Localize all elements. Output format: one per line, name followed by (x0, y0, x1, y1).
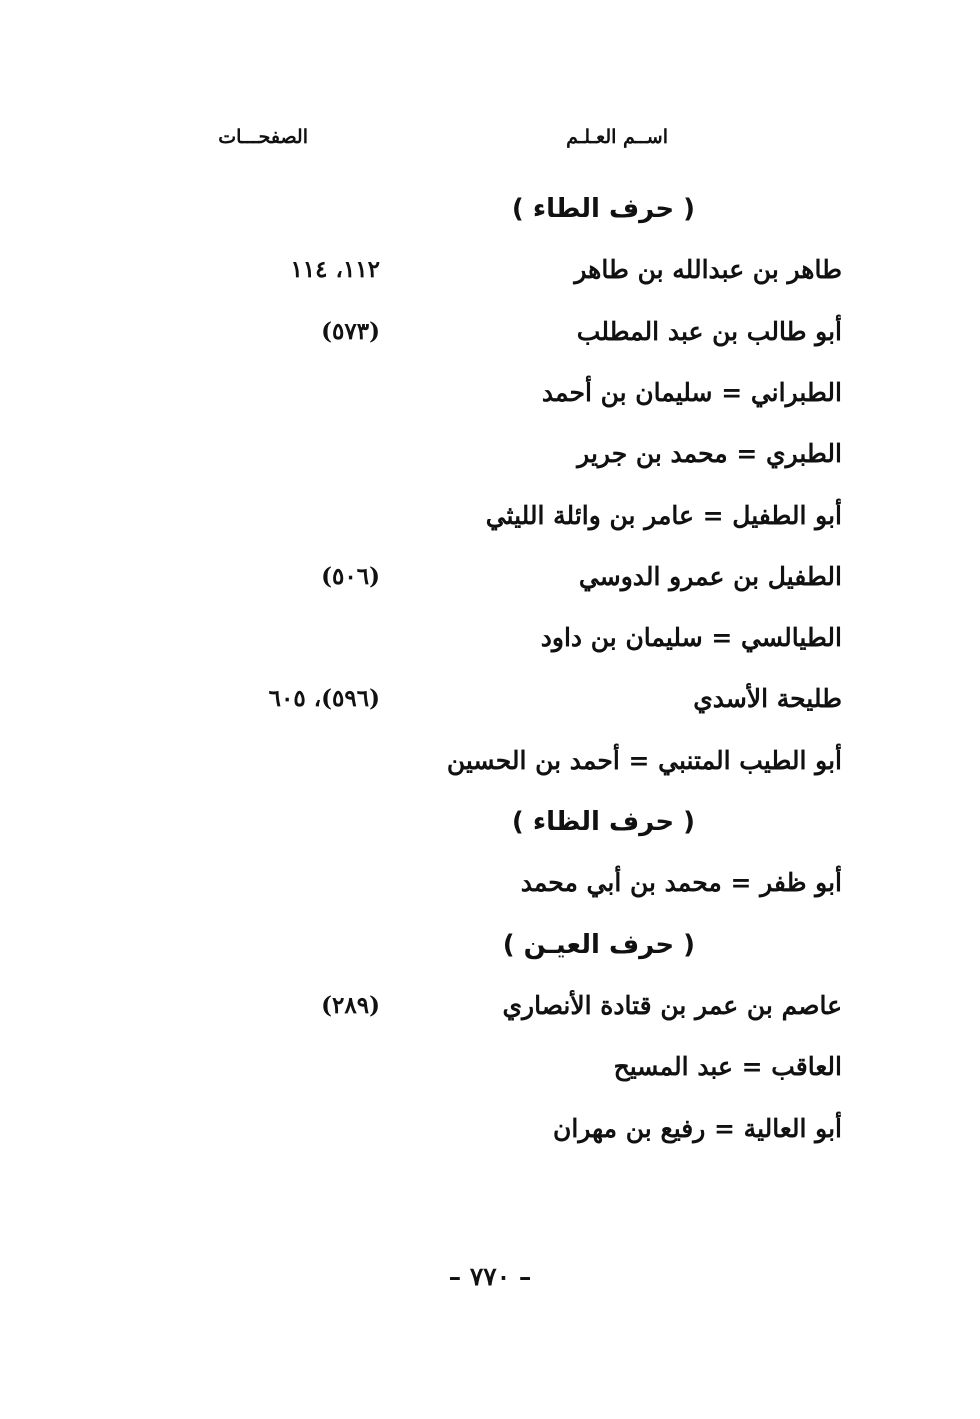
entry-pages: ١١٢، ١١٤ (290, 256, 380, 283)
entry-name: أبو طالب بن عبد المطلب (576, 317, 842, 346)
index-entry (0, 982, 980, 1030)
index-entry (0, 737, 980, 785)
entry-name: عاصم بن عمر بن قتادة الأنصاري (502, 991, 842, 1020)
entry-name: الطيالسي = سليمان بن داود (540, 623, 842, 652)
section-heading: ( حرف الطاء ) (511, 194, 695, 224)
column-header-name: اســم العـلـم (566, 126, 668, 148)
entry-name: الطبري = محمد بن جرير (577, 439, 842, 468)
index-entry (0, 430, 980, 478)
entry-pages: (٥٩٦)، ٦٠٥ (268, 685, 380, 712)
entry-name: الطفيل بن عمرو الدوسي (578, 562, 842, 591)
column-header-pages: الصفحـــات (218, 126, 308, 148)
entry-name: العاقب = عبد المسيح (613, 1052, 842, 1081)
index-entry (0, 1105, 980, 1153)
entry-name: طليحة الأسدي (693, 684, 842, 713)
section-heading: ( حرف العيـن ) (502, 930, 695, 960)
entry-pages: (٥٧٣) (321, 318, 380, 345)
index-entry (0, 246, 980, 294)
index-entry (0, 614, 980, 662)
index-entry (0, 675, 980, 723)
entry-name: الطبراني = سليمان بن أحمد (541, 378, 842, 407)
entry-name: أبو الطفيل = عامر بن وائلة الليثي (485, 501, 842, 530)
entry-pages: (٢٨٩) (321, 992, 380, 1019)
index-entry (0, 859, 980, 907)
entry-pages: (٥٠٦) (321, 563, 380, 590)
entry-name: أبو الطيب المتنبي = أحمد بن الحسين (446, 746, 842, 775)
index-entry (0, 492, 980, 540)
index-entry (0, 1043, 980, 1091)
section-heading: ( حرف الظاء ) (511, 807, 695, 837)
index-entry (0, 369, 980, 417)
page-number: – ٧٧٠ – (448, 1262, 532, 1291)
entry-name: طاهر بن عبدالله بن طاهر (574, 255, 842, 284)
index-entry (0, 553, 980, 601)
entry-name: أبو العالية = رفيع بن مهران (553, 1114, 842, 1143)
entry-name: أبو ظفر = محمد بن أبي محمد (520, 868, 842, 897)
index-entry (0, 308, 980, 356)
